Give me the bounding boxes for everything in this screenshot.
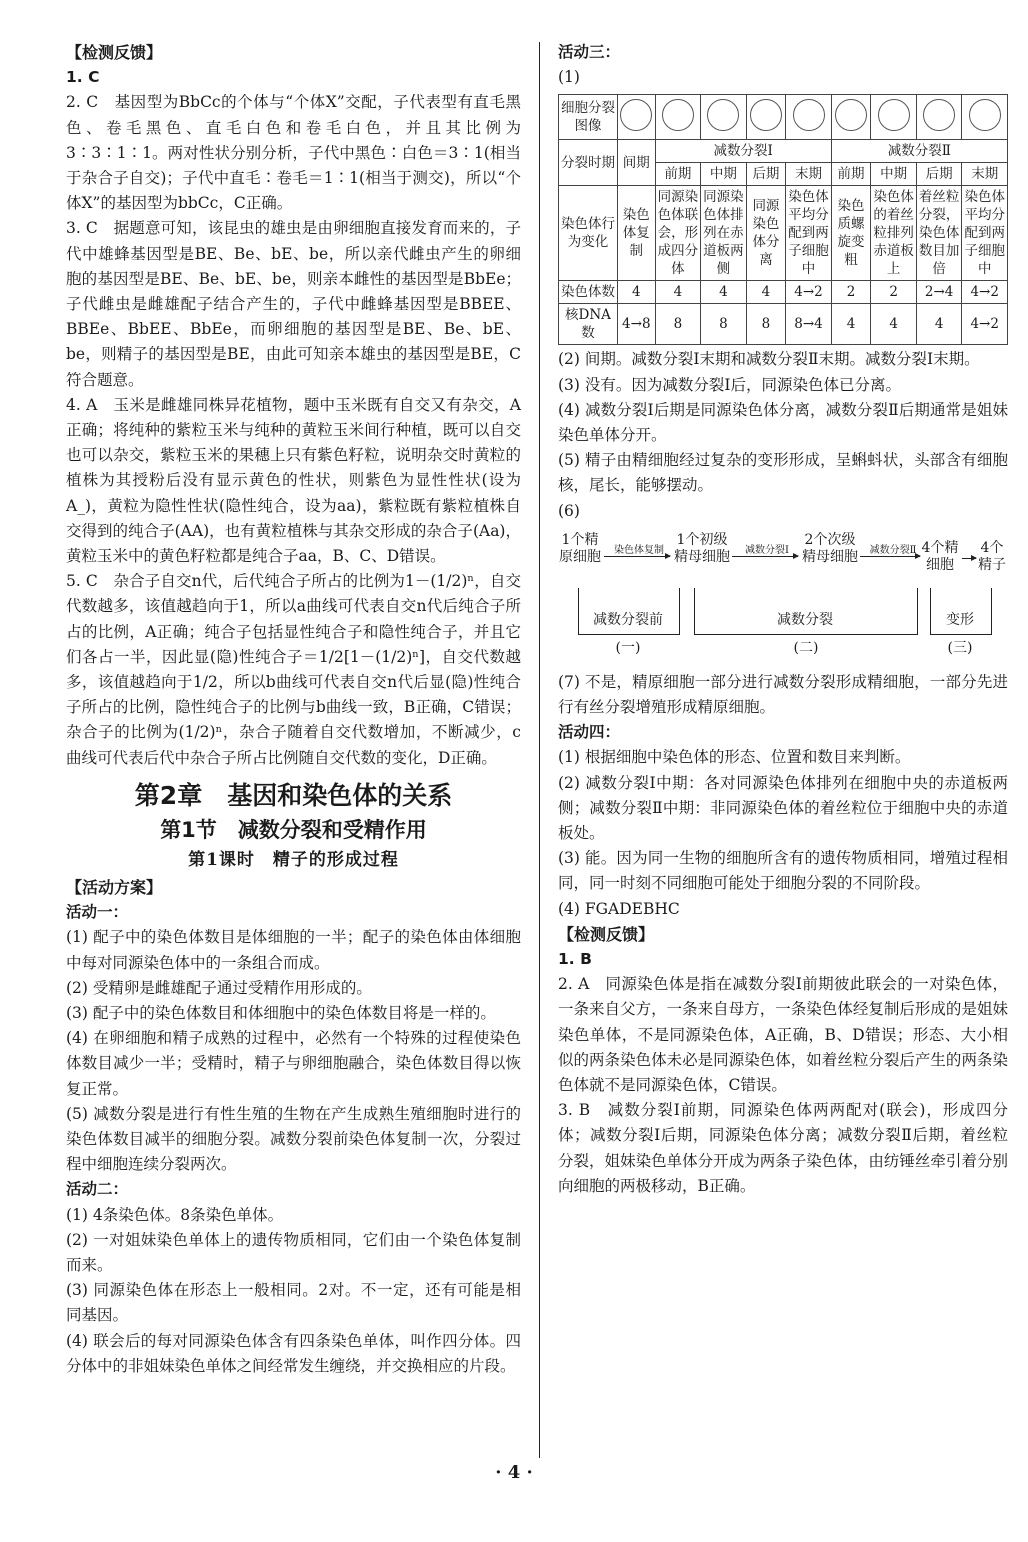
table-cell: 间期 <box>618 140 656 186</box>
table-cell: 4→8 <box>618 304 656 345</box>
answer-item: (3) 配子中的染色体数目和体细胞中的染色体数目将是一样的。 <box>66 1003 496 1022</box>
section-heading: 【活动方案】 <box>66 877 163 897</box>
cell-image <box>655 95 701 140</box>
row-header: 核DNA数 <box>559 304 618 345</box>
column-divider <box>539 42 540 1458</box>
arrow-icon <box>732 556 798 557</box>
answer-item: (2) 受精卵是雌雄配子通过受精作用形成的。 <box>66 978 372 997</box>
answer: 1. B <box>558 950 592 969</box>
answer-item: (2) 一对姐妹染色单体上的遗传物质相同，它们由一个染色体复制而来。 <box>66 1230 521 1274</box>
table-cell: 染色体的着丝粒排列赤道板上 <box>871 186 917 281</box>
table-cell: 中期 <box>701 163 747 186</box>
cell-image <box>786 95 832 140</box>
table-row <box>559 281 1008 304</box>
row-header: 染色体行为变化 <box>559 186 618 281</box>
cell-image <box>871 95 917 140</box>
answer: 1. C <box>66 68 100 87</box>
table-cell: 同源染色体分离 <box>746 186 786 281</box>
table-cell: 前期 <box>831 163 871 186</box>
table-cell: 8 <box>701 304 747 345</box>
table-row <box>559 140 1008 163</box>
table-cell: 4 <box>655 281 701 304</box>
cell-image <box>746 95 786 140</box>
arrow-icon <box>604 556 670 557</box>
table-cell: 前期 <box>655 163 701 186</box>
answer-item: (1) 4条染色体。8条染色单体。 <box>66 1205 284 1224</box>
chapter-title: 第2章 基因和染色体的关系 <box>134 780 453 810</box>
row-header: 细胞分裂图像 <box>559 95 618 140</box>
flow-node: 4个精细胞 <box>921 539 959 573</box>
table-cell: 4→2 <box>962 281 1008 304</box>
answer-item: (3) 能。因为同一生物的细胞所含有的遗传物质相同，增殖过程相同，同一时刻不同细胞可能处于细胞分裂的不同阶段。 <box>558 849 1008 893</box>
table-cell: 2 <box>831 281 871 304</box>
row-header: 染色体数 <box>559 281 618 304</box>
meiosis-table <box>558 94 1008 345</box>
answer-explanation: 2. A 同源染色体是指在减数分裂Ⅰ前期彼此联会的一对染色体，一条来自父方，一条来自母方，一条染色体经复制后形成的是姐妹染色单体，不是同源染色体，A正确，B、D错误；形态、大小相似的两条染色体未必是同源染色体，如着丝粒分裂后产生的两条染色体就不是同源染色体，C错误。 <box>558 975 1008 1095</box>
table-cell: 末期 <box>786 163 832 186</box>
answer-explanation: 4. A 玉米是雌雄同株异花植物，题中玉米既有自交又有杂交，A正确；将纯种的紫粒玉米与纯种的黄粒玉米间行种植，既可以自交也可以杂交，紫粒玉米的果穗上只有紫色籽粒，说明杂交时黄粒的植株为其授粉后没有显示黄色的性状，则紫色为显性性状(设为A_)，黄粒为隐性性状(隐性纯合，设为aa)，紫粒既有紫粒植株自交得到的纯合子(AA)，也有黄粒植株与其杂交形成的杂合子(Aa)，黄粒玉米中的黄色籽粒都是纯合子aa，B、C、D错误。 <box>66 395 521 566</box>
table-cell: 2→4 <box>916 281 962 304</box>
stage-label: 变形 <box>946 611 974 628</box>
table-row <box>559 186 1008 281</box>
answer-explanation: 3. C 据题意可知，该昆虫的雄虫是由卵细胞直接发育而来的，子代中雄蜂基因型是BE、Be、bE、be，所以亲代雌虫产生的卵细胞的基因型是BE、Be、bE、be，则亲本雌性的基因型是BbEe；子代雌虫是雌雄配子结合产生的，子代中雌蜂基因型是BBEE、BBEe、BbEE、BbEe，而卵细胞的基因型是BE、Be、bE、be，则精子的基因型是BE，由此可知亲本雄虫的基因型是BE，C符合题意。 <box>66 219 521 389</box>
table-cell: 4 <box>916 304 962 345</box>
metaphase2-cell-icon <box>878 99 910 131</box>
flow-node: 4个精子 <box>978 539 1006 573</box>
table-cell: 4→2 <box>962 304 1008 345</box>
stage-caption: (三) <box>947 639 973 656</box>
answer-explanation: 2. C 基因型为BbCc的个体与“个体X”交配，子代表型有直毛黑色、卷毛黑色、直毛白色和卷毛白色，并且其比例为3∶3∶1∶1。两对性状分别分析，子代中黑色∶白色＝3∶1(相当于杂合子自交)；子代中直毛∶卷毛＝1∶1(相当于测交)，所以“个体X”的基因型为bbCc，C正确。 <box>66 93 521 213</box>
section-heading: 【检测反馈】 <box>558 924 655 944</box>
cell-image <box>701 95 747 140</box>
table-cell: 染色体平均分配到两子细胞中 <box>962 186 1008 281</box>
activity-heading: 活动一： <box>66 903 129 922</box>
interphase-cell-icon <box>620 99 652 131</box>
table-cell: 后期 <box>916 163 962 186</box>
table-cell: 8 <box>746 304 786 345</box>
stage-label: 减数分裂 <box>777 611 833 628</box>
prophase2-cell-icon <box>835 99 867 131</box>
lesson-title: 第1课时 精子的形成过程 <box>188 849 399 870</box>
table-cell: 染色体复制 <box>618 186 656 281</box>
table-cell: 4 <box>618 281 656 304</box>
table-cell: 染色质螺旋变粗 <box>831 186 871 281</box>
table-cell: 后期 <box>746 163 786 186</box>
answer-explanation: 5. C 杂合子自交n代，后代纯合子所占的比例为1－(1/2)ⁿ，自交代数越多，该值越趋向于1，所以a曲线可代表自交n代后纯合子所占的比例，A正确；纯合子包括显性纯合子和隐性纯合子，并且它们各占一半，因此显(隐)性纯合子＝1/2[1－(1/2)ⁿ]，自交代数越多，该值越趋向于1/2，所以b曲线可代表自交n代后显(隐)性纯合子所占的比例，隐性纯合子的比例与b曲线一致，B正确，C错误；杂合子的比例为(1/2)ⁿ，杂合子随着自交代数增加，不断减少，c曲线可代表后代中杂合子所占比例随自交代数的变化，D正确。 <box>66 572 521 767</box>
flow-arrow-label: 减数分裂Ⅱ <box>869 544 917 556</box>
table-cell: 减数分裂Ⅰ <box>655 140 831 163</box>
cell-image <box>962 95 1008 140</box>
metaphase-cell-icon <box>707 99 739 131</box>
answer-item: (1) 根据细胞中染色体的形态、位置和数目来判断。 <box>558 748 911 767</box>
answer-item: (5) 减数分裂是进行有性生殖的生物在产生成熟生殖细胞时进行的染色体数目减半的细胞分裂。减数分裂前染色体复制一次，分裂过程中细胞连续分裂两次。 <box>66 1104 521 1174</box>
page-number: · 4 · <box>495 1462 533 1483</box>
answer-item: (2) 减数分裂Ⅰ中期：各对同源染色体排列在细胞中央的赤道板两侧；减数分裂Ⅱ中期：非同源染色体的着丝粒位于细胞中央的赤道板处。 <box>558 773 1008 843</box>
table-cell: 减数分裂Ⅱ <box>831 140 1007 163</box>
telophase2-cell-icon <box>969 99 1001 131</box>
flow-node: 2个次级精母细胞 <box>802 531 858 565</box>
table-cell: 4 <box>746 281 786 304</box>
answer-item: (7) 不是，精原细胞一部分进行减数分裂形成精细胞，一部分先进行有丝分裂增殖形成精原细胞。 <box>558 672 1008 717</box>
table-row <box>559 95 1008 140</box>
answer-item: (4) 联会后的每对同源染色体含有四条染色单体，叫作四分体。四分体中的非姐妹染色单体之间经常发生缠绕，并交换相应的片段。 <box>66 1331 521 1375</box>
stage-caption: (一) <box>615 639 641 656</box>
stage-caption: (二) <box>793 639 819 656</box>
table-cell: 8 <box>655 304 701 345</box>
table-cell: 4 <box>831 304 871 345</box>
arrow-icon <box>860 556 920 557</box>
table-cell: 同源染色体联会，形成四分体 <box>655 186 701 281</box>
table-cell: 2 <box>871 281 917 304</box>
section-title: 第1节 减数分裂和受精作用 <box>160 817 427 842</box>
question-number: (1) <box>558 68 580 87</box>
cell-image <box>831 95 871 140</box>
answer-item: (4) FGADEBHC <box>558 899 680 918</box>
anaphase2-cell-icon <box>923 99 955 131</box>
arrow-icon <box>962 558 976 559</box>
answer-item: (1) 配子中的染色体数目是体细胞的一半；配子的染色体由体细胞中每对同源染色体中的一条组合而成。 <box>66 928 521 972</box>
answer-explanation: 3. B 减数分裂Ⅰ前期，同源染色体两两配对(联会)，形成四分体；减数分裂Ⅰ后期，同源染色体分离；减数分裂Ⅱ后期，着丝粒分裂，姐妹染色单体分开成为两条子染色体，由纺锤丝牵引着分别向细胞的两极移动，B正确。 <box>558 1101 1008 1195</box>
telophase-cell-icon <box>793 99 825 131</box>
answer-item: (4) 在卵细胞和精子成熟的过程中，必然有一个特殊的过程使染色体数目减少一半；受精时，精子与卵细胞融合，染色体数目得以恢复正常。 <box>66 1029 521 1098</box>
table-cell: 着丝粒分裂，染色体数目加倍 <box>916 186 962 281</box>
table-cell: 中期 <box>871 163 917 186</box>
answer-item: (5) 精子由精细胞经过复杂的变形形成，呈蝌蚪状，头部含有细胞核，尾长，能够摆动。 <box>558 451 1008 495</box>
section-heading: 【检测反馈】 <box>66 43 163 62</box>
flow-arrow-label: 染色体复制 <box>614 544 664 556</box>
table-cell: 4 <box>701 281 747 304</box>
answer-item: (4) 减数分裂Ⅰ后期是同源染色体分离，减数分裂Ⅱ后期通常是姐妹染色单体分开。 <box>558 400 1008 445</box>
answer-item: (2) 间期。减数分裂Ⅰ末期和减数分裂Ⅱ末期。减数分裂Ⅰ末期。 <box>558 350 980 369</box>
right-column <box>558 40 1008 1199</box>
activity-heading: 活动四： <box>558 723 621 742</box>
flow-node: 1个初级精母细胞 <box>674 531 730 565</box>
table-cell: 末期 <box>962 163 1008 186</box>
activity-heading: 活动二： <box>66 1180 129 1199</box>
cell-image <box>916 95 962 140</box>
question-number: (6) <box>558 501 580 520</box>
table-cell: 8→4 <box>786 304 832 345</box>
flow-node: 1个精原细胞 <box>559 531 601 565</box>
table-cell: 染色体平均分配到两子细胞中 <box>786 186 832 281</box>
table-cell: 4→2 <box>786 281 832 304</box>
answer-item: (3) 没有。因为减数分裂Ⅰ后，同源染色体已分离。 <box>558 375 902 394</box>
anaphase-cell-icon <box>750 99 782 131</box>
table-cell: 同源染色体排列在赤道板两侧 <box>701 186 747 281</box>
table-row <box>559 304 1008 345</box>
table-cell: 4 <box>871 304 917 345</box>
left-column <box>66 40 521 1379</box>
answer-item: (3) 同源染色体在形态上一般相同。2对。不一定，还有可能是相同基因。 <box>66 1281 521 1325</box>
prophase-cell-icon <box>662 99 694 131</box>
stage-label: 减数分裂前 <box>593 611 663 628</box>
cell-image <box>618 95 656 140</box>
flow-arrow-label: 减数分裂Ⅰ <box>745 544 789 556</box>
activity-heading: 活动三： <box>558 43 621 61</box>
spermatogenesis-flow-diagram <box>558 528 1008 666</box>
row-header: 分裂时期 <box>559 140 618 186</box>
